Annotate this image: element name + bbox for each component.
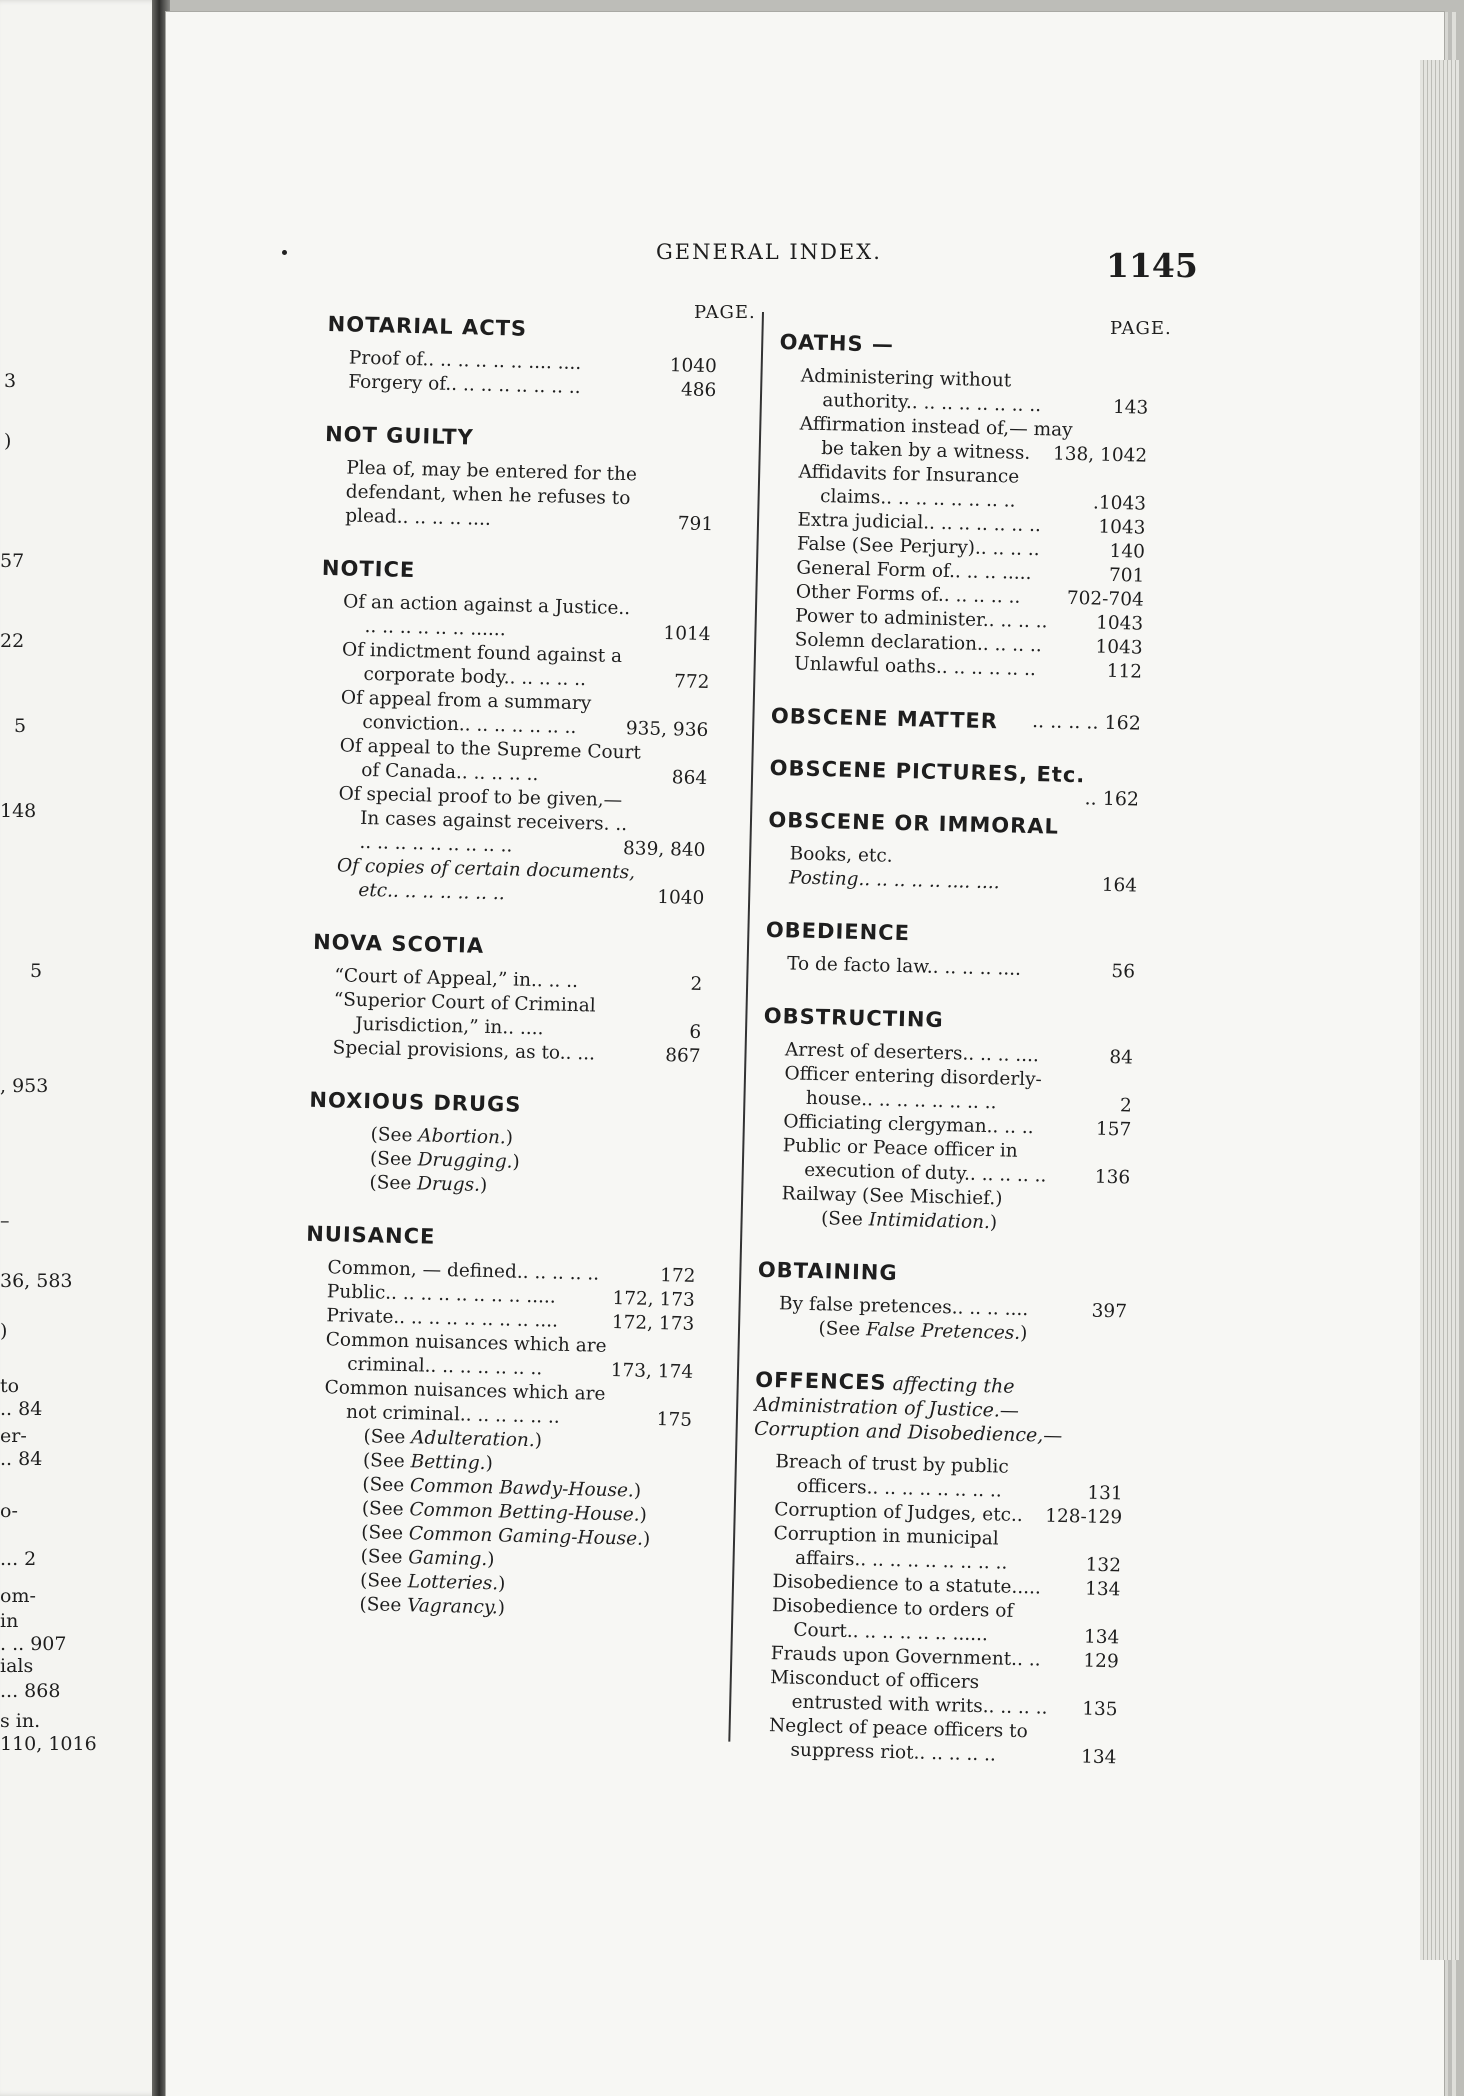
index-heading xyxy=(768,808,1138,841)
subentry-page-ref: 935, 936 xyxy=(625,718,709,742)
left-page-fragment: ) xyxy=(0,1320,8,1342)
index-heading xyxy=(306,1222,696,1255)
subentry-text: Neglect of peace officers to suppress riot.. .. .. .. .. xyxy=(768,1715,1028,1766)
subentry-page-ref: 1040 xyxy=(669,355,718,378)
subentry-page-ref: 1043 xyxy=(1095,636,1143,659)
subentry-page-ref: 2 xyxy=(690,973,703,996)
left-page-fragment: o- xyxy=(0,1500,18,1522)
see-also-target: Betting. xyxy=(410,1451,486,1475)
page-stack-edge xyxy=(1420,60,1460,1960)
subentry-text: Books, etc. xyxy=(789,843,893,867)
left-page-fragment: 3 xyxy=(4,370,17,392)
subentry-text: “Superior Court of Criminal Jurisdiction,” in.. .... xyxy=(333,989,596,1040)
subentry-page-ref: .1043 xyxy=(1092,492,1147,515)
subentry-text: Extra judicial.. .. .. .. .. .. .. xyxy=(797,509,1042,537)
see-also-target: Vagrancy. xyxy=(406,1595,499,1619)
index-entry xyxy=(772,330,1150,685)
subentry-page-ref: 172 xyxy=(659,1265,696,1287)
subentry-page-ref: 136 xyxy=(1094,1166,1131,1189)
left-page-fragment: ) xyxy=(4,430,12,452)
see-also-reference: (See Common Gaming-House.) xyxy=(361,1522,651,1550)
index-heading xyxy=(313,930,703,963)
index-entry xyxy=(767,808,1139,899)
subentry-text: General Form of.. .. .. ..... xyxy=(796,557,1032,584)
see-also-prefix: (See xyxy=(361,1498,404,1521)
see-also-prefix: (See xyxy=(363,1426,406,1449)
subentry-text: Arrest of deserters.. .. .. .... xyxy=(784,1039,1040,1067)
index-subentry xyxy=(746,1714,1117,1771)
subentry-text: Solemn declaration.. .. .. .. xyxy=(794,629,1042,657)
index-heading-text: NOTARIAL ACTS xyxy=(327,312,528,341)
left-page-fragment: . .. 907 xyxy=(0,1633,67,1655)
see-also-prefix: (See xyxy=(362,1450,405,1473)
subentry-page-ref: 2 xyxy=(1119,1095,1133,1117)
see-also-target: Lotteries. xyxy=(407,1571,499,1595)
subentry-page-ref: 172, 173 xyxy=(612,1287,696,1311)
subentry-page-ref: 140 xyxy=(1109,540,1146,563)
left-page-fragment: 5 xyxy=(14,715,27,737)
subentry-text: Forgery of.. .. .. .. .. .. .. .. xyxy=(348,371,581,398)
subentry-text: Common, — defined.. .. .. .. .. xyxy=(327,1257,600,1285)
subentry-text: Frauds upon Government.. .. xyxy=(770,1643,1041,1671)
subentry-text: Railway (See Mischief.) xyxy=(781,1183,1003,1210)
subentry-text: Corruption of Judges, etc.. xyxy=(773,1499,1024,1527)
subentry-page-ref: 134 xyxy=(1080,1746,1117,1769)
see-also-target: Abortion. xyxy=(418,1125,506,1149)
left-page-fragment: , 953 xyxy=(0,1075,49,1097)
index-heading-text: NOTICE xyxy=(321,555,416,583)
subentry-text: Plea of, may be entered for the defendant, when he refuses to plead.. .. .. .. .... xyxy=(344,457,638,530)
subentry-page-ref: 772 xyxy=(673,671,710,694)
left-page-fragment: ials xyxy=(0,1655,34,1677)
see-also-reference: (See Drugs.) xyxy=(369,1172,488,1196)
index-heading xyxy=(309,1088,699,1121)
subentry-text: Of appeal to the Supreme Court of Canada.. .. .. .. .. xyxy=(339,735,642,786)
left-page-fragment: 110, 1016 xyxy=(0,1733,97,1755)
see-also-reference: (See False Pretences.) xyxy=(818,1318,1028,1345)
subentry-page-ref: 132 xyxy=(1085,1554,1122,1577)
index-subentry xyxy=(747,1666,1118,1723)
page-number: 1145 xyxy=(1106,246,1198,285)
subentry-page-ref: 134 xyxy=(1083,1626,1120,1649)
index-entry xyxy=(765,918,1136,985)
index-subentry xyxy=(778,364,1149,421)
see-also-prefix: (See xyxy=(820,1208,864,1231)
left-page-fragment: .. 84 xyxy=(0,1398,43,1420)
index-subentry xyxy=(776,460,1147,517)
subentry-page-ref: 701 xyxy=(1108,564,1145,587)
subentry-text: Of indictment found against a corporate body.. .. .. .. .. xyxy=(341,639,623,691)
see-also-reference: (See Intimidation.) xyxy=(820,1208,998,1234)
see-also-reference: (See Common Bawdy-House.) xyxy=(362,1474,642,1502)
subentry-text: Other Forms of.. .. .. .. .. xyxy=(795,581,1021,608)
subentry-text: Special provisions, as to.. ... xyxy=(332,1037,596,1065)
subentry-page-ref: 397 xyxy=(1091,1300,1128,1323)
subentry-page-ref: 56 xyxy=(1111,960,1136,983)
index-heading-text: OBEDIENCE xyxy=(765,917,911,946)
left-page-fragment: .. 84 xyxy=(0,1448,43,1470)
subentry-text: Unlawful oaths.. .. .. .. .. .. xyxy=(793,653,1037,681)
subentry-page-ref: 172, 173 xyxy=(611,1311,695,1335)
subentry-text: Of special proof to be given,— In cases against receivers. .. .. .. .. .. .. .. .. .. .. xyxy=(338,783,628,857)
subentry-text: Administering without authority.. .. .. .. .. .. .. .. xyxy=(800,365,1042,417)
subentry-text: Misconduct of officers entrusted with writs.. .. .. .. xyxy=(769,1667,1048,1719)
see-also-target: Drugging. xyxy=(417,1149,513,1173)
index-subentry xyxy=(314,854,705,911)
see-also-target: Common Gaming-House. xyxy=(408,1523,644,1550)
see-also-reference: (See Betting.) xyxy=(362,1450,494,1475)
subentry-text: Common nuisances which are not criminal.. .. .. .. .. .. xyxy=(324,1377,606,1428)
subentry-text: Common nuisances which are criminal.. .. .. .. .. .. .. xyxy=(325,1329,607,1380)
index-heading-text: NUISANCE xyxy=(305,1221,436,1249)
subentry-page-ref: 173, 174 xyxy=(610,1359,694,1383)
index-heading-text: OBSTRUCTING xyxy=(763,1003,944,1033)
index-entry xyxy=(310,930,703,1069)
left-page-fragment: 57 xyxy=(0,550,25,572)
subentry-page-ref: 864 xyxy=(671,767,708,790)
see-also-reference: (See Lotteries.) xyxy=(359,1570,506,1595)
left-page-fragment: ... 2 xyxy=(0,1548,37,1570)
subentry-page-ref: 175 xyxy=(656,1409,693,1431)
subentry-text: Of an action against a Justice.. .. .. .. .. .. .. ...... xyxy=(342,591,631,641)
subentry-text: Breach of trust by public officers.. .. .. .. .. .. .. .. xyxy=(775,1451,1009,1502)
index-heading-text: NOVA SCOTIA xyxy=(312,929,485,958)
subentry-page-ref: 486 xyxy=(680,379,717,402)
left-page-fragment: – xyxy=(0,1210,10,1232)
subentry-text: Power to administer.. .. .. .. xyxy=(795,605,1048,633)
ink-dot xyxy=(282,250,287,255)
see-also-prefix: (See xyxy=(369,1172,412,1195)
left-page-edge xyxy=(0,0,160,2096)
index-heading-text: OBSCENE MATTER xyxy=(770,703,999,734)
index-subentry xyxy=(752,1450,1123,1507)
see-also-prefix: (See xyxy=(370,1124,413,1147)
column-head-page-left: PAGE. xyxy=(694,302,756,323)
subentry-page-ref: 6 xyxy=(689,1021,702,1043)
subentry-page-ref: 157 xyxy=(1095,1118,1132,1141)
index-heading xyxy=(766,918,1136,951)
subentry-page-ref: 134 xyxy=(1084,1578,1121,1601)
subentry-text: Affidavits for Insurance claims.. .. .. .. .. .. .. .. xyxy=(798,461,1020,512)
subentry-text: Of copies of certain documents, etc.. .. .. .. .. .. .. xyxy=(336,855,636,905)
subentry-page-ref: 1043 xyxy=(1095,612,1144,635)
subentry-page-ref: 791 xyxy=(677,513,714,536)
see-also-prefix: (See xyxy=(362,1474,405,1497)
index-heading-text: OFFENCES xyxy=(754,1367,887,1395)
subentry-text: Posting.. .. .. .. .. .... .... xyxy=(788,867,1000,894)
index-heading xyxy=(325,422,715,455)
subentry-page-ref: 839, 840 xyxy=(622,838,706,862)
subentry-page-ref: 702-704 xyxy=(1066,587,1144,611)
index-subentry xyxy=(760,1134,1131,1191)
index-subentry xyxy=(765,952,1135,985)
subentry-text: Public.. .. .. .. .. .. .. .. ..... xyxy=(326,1281,557,1308)
see-also-prefix: (See xyxy=(818,1318,861,1341)
index-heading-text: NOXIOUS DRUGS xyxy=(309,1087,522,1117)
left-page-fragment: er- xyxy=(0,1425,27,1447)
subentry-text: Proof of.. .. .. .. .. .. .... .... xyxy=(348,347,582,374)
left-page-fragment: om- xyxy=(0,1585,36,1607)
index-column-left xyxy=(297,312,718,1653)
index-heading xyxy=(764,1004,1134,1037)
subentry-text: Officiating clergyman.. .. .. xyxy=(783,1111,1034,1139)
see-also-prefix: (See xyxy=(360,1546,403,1569)
subentry-page-ref: 128-129 xyxy=(1045,1505,1123,1529)
subentry-text: False (See Perjury).. .. .. .. xyxy=(796,533,1040,561)
subentry-page-ref: 129 xyxy=(1083,1650,1119,1673)
index-heading-page: .. 162 xyxy=(1084,787,1140,811)
subentry-text: Of appeal from a summary conviction.. .. .. .. .. .. .. xyxy=(340,687,592,738)
index-subentry xyxy=(749,1594,1120,1651)
index-entry xyxy=(323,422,715,537)
index-subentry xyxy=(762,1062,1133,1119)
index-entry xyxy=(307,1088,699,1203)
subentry-text: Public or Peace officer in execution of duty.. .. .. .. .. xyxy=(782,1135,1047,1187)
index-heading xyxy=(771,704,1141,737)
subentry-page-ref: 112 xyxy=(1106,660,1143,683)
subentry-text: By false pretences.. .. .. .... xyxy=(778,1293,1029,1321)
index-subentry xyxy=(751,1522,1122,1579)
see-also-target: Common Bawdy-House. xyxy=(409,1475,635,1502)
see-also-target: Adulteration. xyxy=(410,1427,535,1452)
left-page-fragment: ... 868 xyxy=(0,1680,61,1702)
index-entry xyxy=(326,312,718,403)
running-head: GENERAL INDEX. xyxy=(656,240,882,264)
see-also-reference: (See Adulteration.) xyxy=(363,1426,543,1452)
left-page-fragment: 5 xyxy=(30,960,43,982)
subentry-text: To de facto law.. .. .. .. .... xyxy=(786,953,1022,980)
left-page-fragment: in xyxy=(0,1610,19,1632)
index-entry xyxy=(759,1004,1134,1239)
index-entry xyxy=(746,1368,1125,1771)
see-also-target: Gaming. xyxy=(408,1547,488,1571)
subentry-text: Corruption in municipal affairs.. .. .. .. .. .. .. .. .. xyxy=(773,1523,1008,1574)
subentry-text: Disobedience to a statute..... xyxy=(772,1571,1042,1599)
subentry-text: Affirmation instead of,— may be taken by a witness. xyxy=(799,413,1073,464)
see-also-reference: (See Abortion.) xyxy=(370,1124,514,1149)
column-head-page-right: PAGE. xyxy=(1110,318,1172,339)
subentry-page-ref: 138, 1042 xyxy=(1052,443,1148,467)
subentry-page-ref: 1040 xyxy=(656,886,705,910)
index-subentry xyxy=(302,1376,693,1433)
see-also-prefix: (See xyxy=(369,1148,413,1171)
left-page-fragment: 148 xyxy=(0,800,37,822)
see-also-reference: (See Drugging.) xyxy=(369,1148,521,1173)
subentry-page-ref: 135 xyxy=(1082,1698,1118,1721)
subentry-page-ref: 1014 xyxy=(663,622,711,646)
see-also-target: Intimidation. xyxy=(868,1209,991,1234)
index-heading-text: OATHS — xyxy=(779,330,895,357)
subentry-text: Officer entering disorderly-house.. .. .. .. .. .. .. .. xyxy=(784,1063,1043,1114)
index-heading xyxy=(769,755,1140,811)
index-entry xyxy=(314,556,712,911)
index-heading-page: .. .. .. .. 162 xyxy=(1031,710,1142,735)
index-heading-text: OBTAINING xyxy=(757,1257,898,1286)
index-heading xyxy=(758,1258,1128,1291)
subentry-text: Disobedience to orders of Court.. .. .. .. .. .. ...... xyxy=(771,1595,1014,1646)
index-entry xyxy=(769,755,1140,811)
subentry-page-ref: 143 xyxy=(1112,396,1149,419)
index-heading-text: NOT GUILTY xyxy=(324,421,474,450)
subentry-page-ref: 84 xyxy=(1109,1046,1134,1069)
index-heading-text: OBSCENE PICTURES, Etc. xyxy=(769,755,1086,788)
index-heading-qualifier: affecting the Administration of Justice.— Corruption and Disobedience,— xyxy=(753,1372,1063,1447)
index-heading xyxy=(322,556,712,589)
left-page-fragment: to xyxy=(0,1375,20,1397)
see-also-reference: (See Common Betting-House.) xyxy=(361,1498,648,1526)
index-heading-text: OBSCENE OR IMMORAL xyxy=(768,807,1060,839)
subentry-page-ref: 164 xyxy=(1101,874,1138,897)
left-page-fragment: 36, 583 xyxy=(0,1270,73,1292)
index-heading xyxy=(754,1368,1126,1449)
index-column-right xyxy=(746,330,1150,1798)
see-also-target: False Pretences. xyxy=(865,1319,1021,1344)
see-also-prefix: (See xyxy=(359,1594,402,1617)
subentry-text: “Court of Appeal,” in.. .. .. xyxy=(334,965,579,993)
index-subentry xyxy=(777,412,1148,469)
index-entry xyxy=(756,1258,1128,1349)
subentry-page-ref: 131 xyxy=(1087,1482,1123,1505)
index-entry xyxy=(297,1222,696,1625)
index-subentry xyxy=(323,456,715,537)
index-entry xyxy=(771,704,1141,737)
subentry-text: Private.. .. .. .. .. .. .. .. .... xyxy=(326,1305,559,1332)
subentry-page-ref: 867 xyxy=(665,1045,701,1067)
see-also-reference: (See Gaming.) xyxy=(360,1546,495,1571)
index-subentry xyxy=(315,782,707,863)
see-also-target: Drugs. xyxy=(416,1173,481,1196)
see-also-prefix: (See xyxy=(361,1522,404,1545)
see-also-reference: (See Vagrancy.) xyxy=(359,1594,506,1619)
see-also-target: Common Betting-House. xyxy=(409,1499,640,1526)
see-also-prefix: (See xyxy=(359,1570,403,1593)
left-page-fragment: s in. xyxy=(0,1710,41,1732)
subentry-page-ref: 1043 xyxy=(1098,516,1146,539)
left-page-fragment: 22 xyxy=(0,630,25,652)
